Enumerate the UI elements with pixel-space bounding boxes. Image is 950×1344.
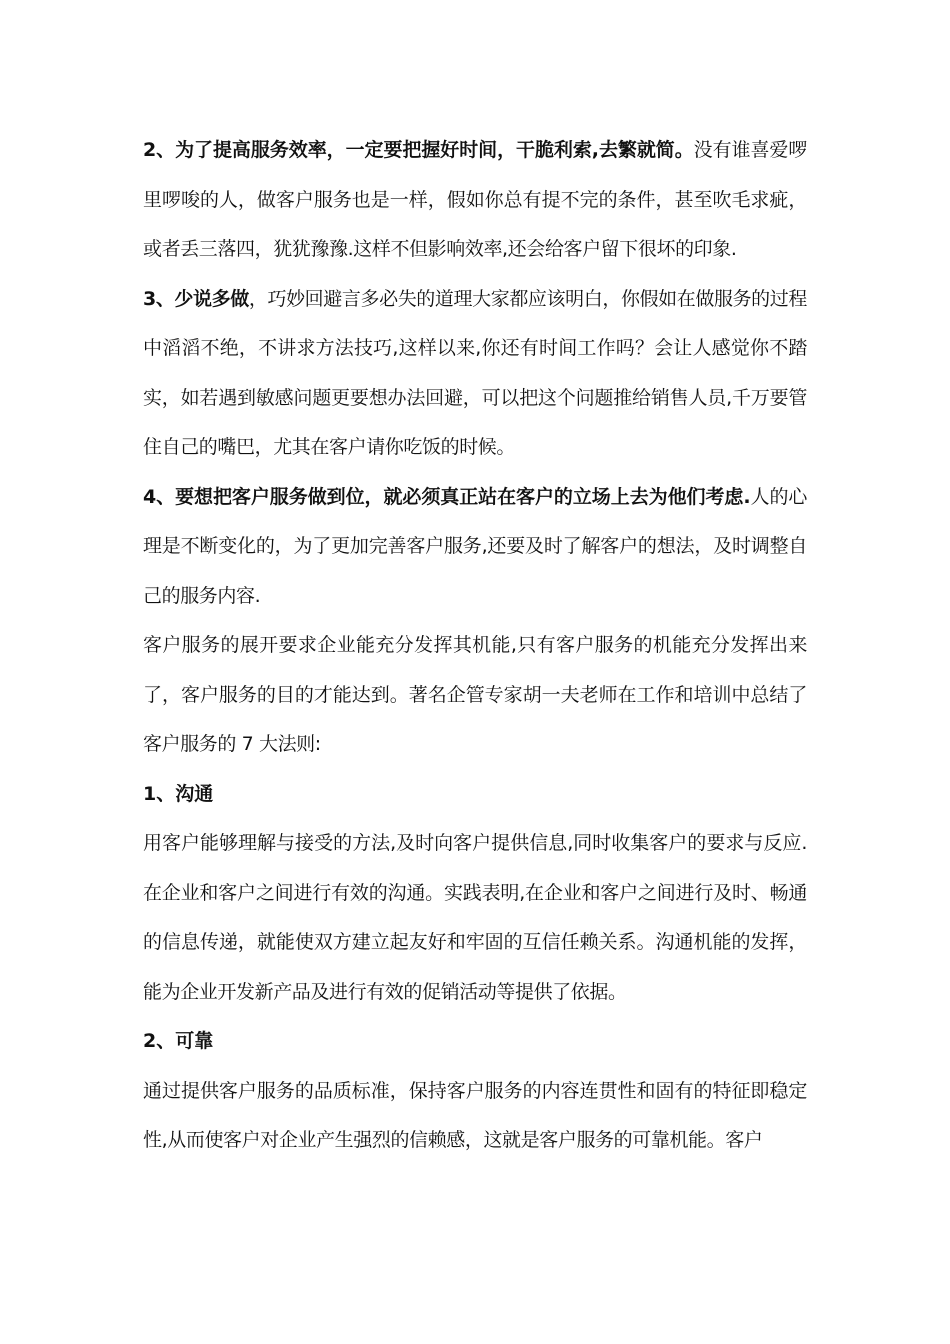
- paragraph-customer-standpoint-lead: 4、要想把客户服务做到位，就必须真正站在客户的立场上去为他们考虑.: [143, 485, 751, 508]
- paragraph-seven-rules-intro: [143, 621, 807, 770]
- document-body: [143, 126, 807, 1166]
- paragraph-seven-rules-intro-text: 客户服务的展开要求企业能充分发挥其机能,只有客户服务的机能充分发挥出来了，客户服务的目的才能达到。著名企管专家胡一夫老师在工作和培训中总结了客户服务的 7 大法则:: [143, 634, 807, 755]
- section-heading-reliability: 2、可靠: [143, 1030, 214, 1052]
- paragraph-efficiency: [143, 126, 807, 275]
- paragraph-communication-text: 用客户能够理解与接受的方法,及时向客户提供信息,同时收集客户的要求与反应.在企业和客户之间进行有效的沟通。实践表明,在企业和客户之间进行及时、畅通的信息传递，就能使双方建立起友好和牢固的互信任赖关系。沟通机能的发挥，能为企业开发新产品及进行有效的促销活动等提供了依据。: [143, 832, 807, 1003]
- paragraph-reliability-text: 通过提供客户服务的品质标准，保持客户服务的内容连贯性和固有的特征即稳定性,从而使客户对企业产生强烈的信赖感，这就是客户服务的可靠机能。客户: [143, 1079, 807, 1151]
- paragraph-say-less-text: ，巧妙回避言多必失的道理大家都应该明白，你假如在做服务的过程中滔滔不绝，不讲求方法技巧,这样以来,你还有时间工作吗？会让人感觉你不踏实，如若遇到敏感问题更要想办法回避，可以把这个问题推给销售人员,千万要管住自己的嘴巴，尤其在客户请你吃饭的时候。: [143, 287, 807, 458]
- paragraph-customer-standpoint-text: 人的心理是不断变化的，为了更加完善客户服务,还要及时了解客户的想法，及时调整自己的服务内容.: [143, 485, 807, 607]
- paragraph-communication: [143, 819, 807, 1017]
- paragraph-efficiency-lead: 2、为了提高服务效率，一定要把握好时间，干脆利索,去繁就简。: [143, 139, 694, 161]
- paragraph-say-less-lead: 3、少说多做: [143, 287, 249, 310]
- paragraph-customer-standpoint: [143, 473, 807, 622]
- paragraph-efficiency-text: 没有谁喜爱啰里啰唆的人，做客户服务也是一样，假如你总有提不完的条件，甚至吹毛求疵，或者丢三落四，犹犹豫豫.这样不但影响效率,还会给客户留下很坏的印象.: [143, 139, 807, 260]
- section-heading-communication: 1、沟通: [143, 782, 214, 805]
- paragraph-reliability: [143, 1067, 807, 1166]
- paragraph-say-less: [143, 275, 807, 473]
